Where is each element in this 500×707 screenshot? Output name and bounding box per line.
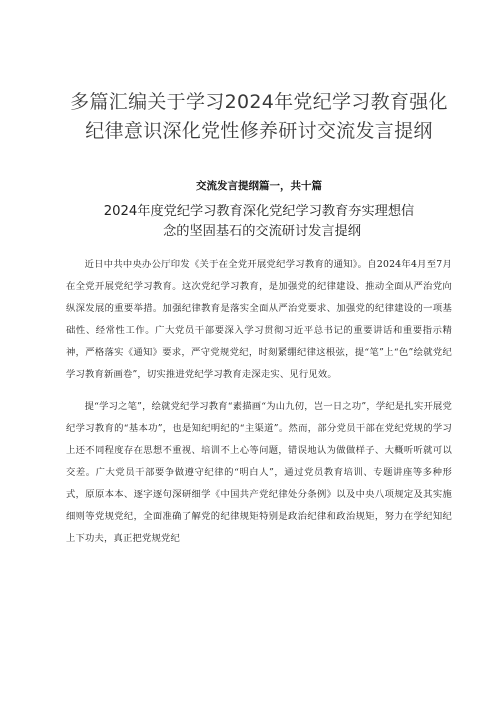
- body-paragraph: 提“学习之笔”，绘就党纪学习教育“素描画“为山九仞，岂一日之功”，学纪是扎实开展党纪学习教育的“基本功”，也是知纪明纪的“主渠道”。然而，部分党员干部在党纪党规的学习上还不同程度存在思想不重视、培训不上心等问题，错误地认为做做样子、大概听听就可以交差。广大党员干部要争做遵守纪律的“明白人”，通过党员教育培训、专题讲座等多种形式，原原本本、逐字逐句深研细学《中国共产党纪律处分条例》以及中央八项规定及其实施细则等党规党纪，全面准确了解党的纪律规矩特别是政治纪律和政治规矩，努力在学纪知纪上下功夫，真正把党规党纪: [66, 401, 452, 544]
- article-subtitle: [66, 202, 452, 242]
- document-title-line-1: 多篇汇编关于学习2024年党纪学习教育强化: [70, 91, 448, 113]
- article-body: [66, 254, 452, 550]
- document-title: [66, 0, 452, 146]
- article-subtitle-line-1: 2024年度党纪学习教育深化党纪学习教育夯实理想信: [103, 204, 415, 219]
- section-label: 交流发言提纲篇一，共十篇: [196, 180, 322, 192]
- body-paragraph: 近日中共中央办公厅印发《关于在全党开展党纪学习教育的通知》。自2024年4月至7月在全党开展党纪学习教育。这次党纪学习教育，是加强党的纪律建设、推动全面从严治党向纵深发展的重要举措。加强纪律教育是落实全面从严治党要求、加强党的纪律建设的一项基础性、经常性工作。广大党员干部要深入学习贯彻习近平总书记的重要讲话和重要指示精神，严格落实《通知》要求，严守党规党纪，时刻紧绷纪律这根弦，提“笔”上“色”绘就党纪学习教育新画卷”，切实推进党纪学习教育走深走实、见行见效。: [66, 259, 452, 380]
- document-title-line-2: 纪律意识深化党性修养研讨交流发言提纲: [85, 120, 433, 142]
- article-subtitle-line-2: 念的坚固基石的交流研讨发言提纲: [163, 224, 361, 239]
